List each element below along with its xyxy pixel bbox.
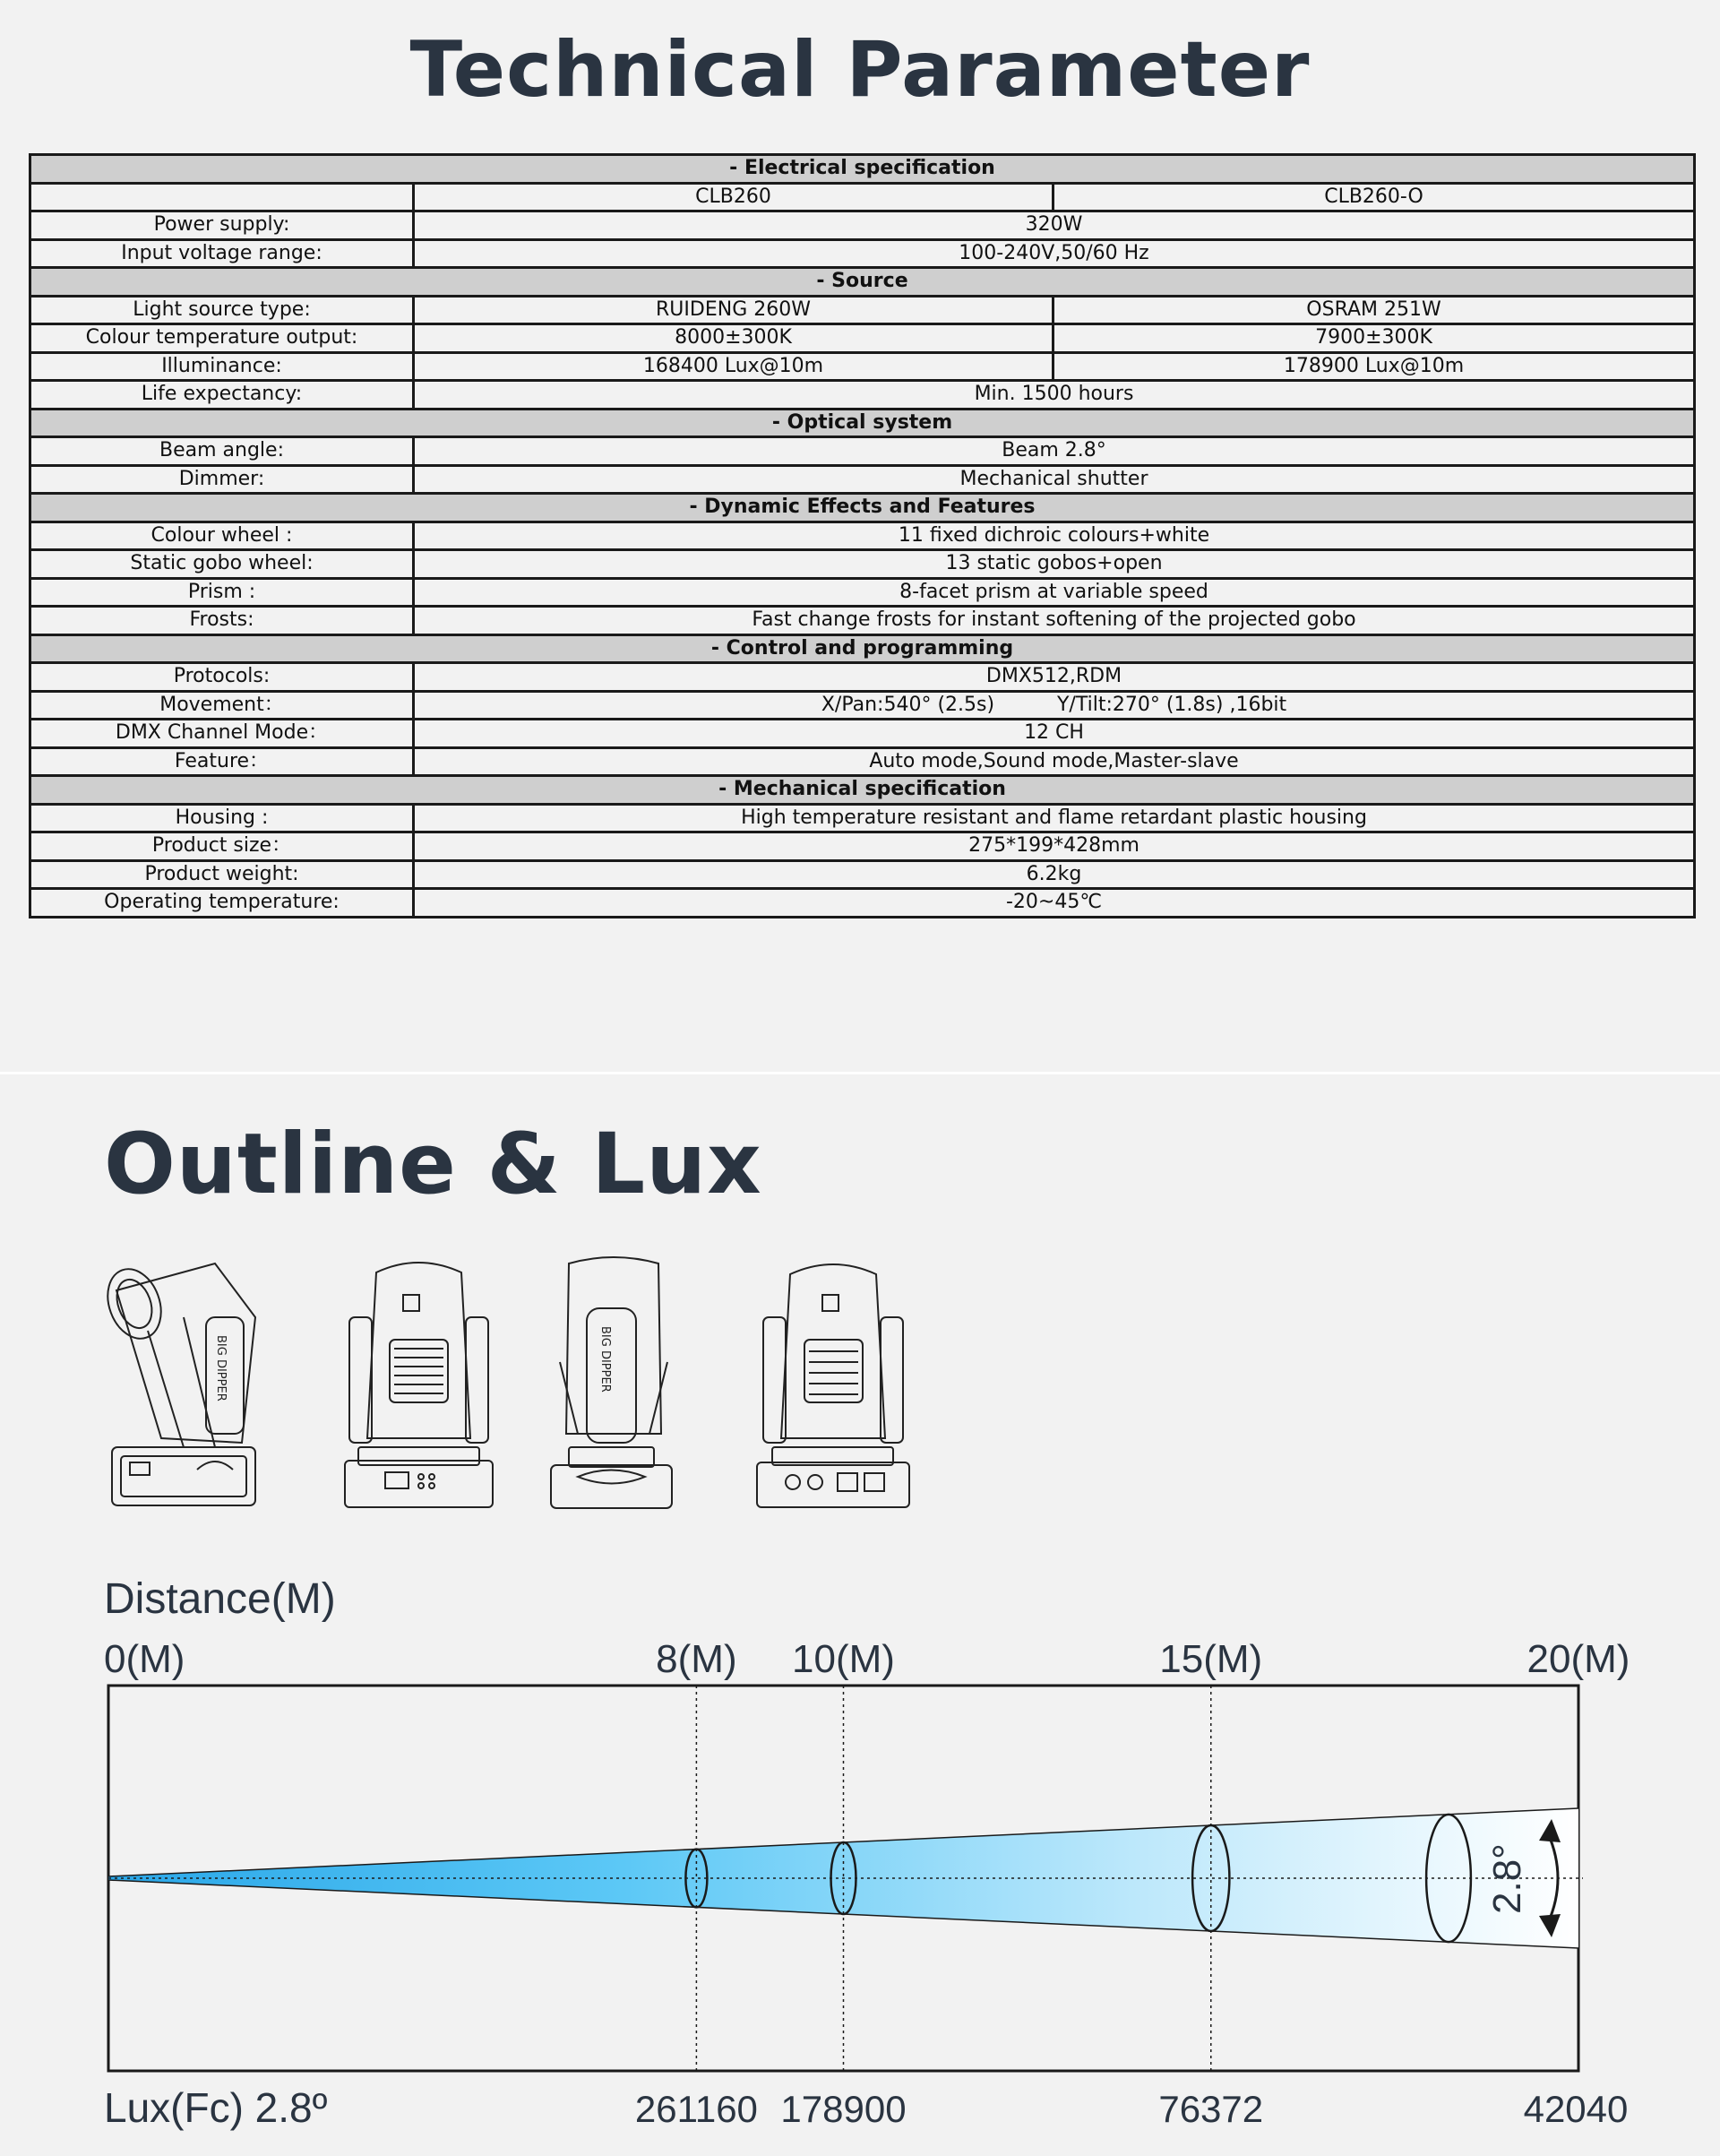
section-divider bbox=[0, 1072, 1720, 1074]
beam-angle-label: 2.8° bbox=[1485, 1843, 1529, 1914]
section-header: - Mechanical specification bbox=[30, 776, 1695, 805]
row-value: X/Pan:540° (2.5s) Y/Tilt:270° (1.8s) ,16bit bbox=[414, 691, 1695, 720]
row-label: DMX Channel Mode： bbox=[30, 720, 414, 748]
row-label: Frosts: bbox=[30, 607, 414, 635]
model-a: CLB260 bbox=[414, 183, 1054, 211]
fixture-front-view-icon bbox=[345, 1263, 493, 1507]
section-header: - Optical system bbox=[30, 409, 1695, 437]
row-label: Static gobo wheel: bbox=[30, 550, 414, 579]
row-value: Auto mode,Sound mode,Master-slave bbox=[414, 747, 1695, 776]
row-label: Colour wheel : bbox=[30, 522, 414, 550]
distance-tick-label: 8(M) bbox=[656, 1637, 737, 1681]
table-row bbox=[30, 296, 1695, 324]
distance-tick-label: 10(M) bbox=[792, 1637, 895, 1681]
row-value-a: RUIDENG 260W bbox=[414, 296, 1054, 324]
table-row bbox=[30, 352, 1695, 381]
row-label: Movement： bbox=[30, 691, 414, 720]
outline-title: Outline & Lux bbox=[104, 1116, 762, 1213]
row-label: Colour temperature output: bbox=[30, 324, 414, 353]
lux-chart bbox=[0, 1559, 1720, 2156]
page-title: Technical Parameter bbox=[409, 25, 1311, 115]
fixture-drawings bbox=[99, 1255, 923, 1514]
row-value: 12 CH bbox=[414, 720, 1695, 748]
row-label: Dimmer: bbox=[30, 465, 414, 494]
table-row bbox=[30, 747, 1695, 776]
section-header: - Control and programming bbox=[30, 634, 1695, 663]
table-row bbox=[30, 578, 1695, 607]
row-label: Illuminance: bbox=[30, 352, 414, 381]
row-value: Min. 1500 hours bbox=[414, 381, 1695, 410]
row-value: 275*199*428mm bbox=[414, 832, 1695, 861]
section-header-dynamic bbox=[30, 494, 1695, 522]
table-row bbox=[30, 239, 1695, 268]
table-row bbox=[30, 720, 1695, 748]
row-value-a: 8000±300K bbox=[414, 324, 1054, 353]
table-row bbox=[30, 437, 1695, 466]
fixture-logo-text: BIG DIPPER bbox=[214, 1335, 228, 1401]
chart-title: Distance(M) bbox=[104, 1575, 336, 1623]
lux-value-label: 261160 bbox=[634, 2088, 758, 2130]
table-row bbox=[30, 860, 1695, 889]
row-label: Operating temperature: bbox=[30, 889, 414, 918]
lux-label: Lux(Fc) 2.8º bbox=[104, 2084, 328, 2131]
table-row bbox=[30, 663, 1695, 692]
table-row bbox=[30, 465, 1695, 494]
row-value: -20~45℃ bbox=[414, 889, 1695, 918]
table-row bbox=[30, 832, 1695, 861]
row-label: Product size： bbox=[30, 832, 414, 861]
fixture-angled-view-icon bbox=[99, 1262, 255, 1505]
lux-value-label: 178900 bbox=[780, 2088, 907, 2130]
row-value: Mechanical shutter bbox=[414, 465, 1695, 494]
row-value: DMX512,RDM bbox=[414, 663, 1695, 692]
table-row bbox=[30, 804, 1695, 832]
lux-value-label: 76372 bbox=[1158, 2088, 1264, 2130]
section-header-control bbox=[30, 634, 1695, 663]
row-label: Product weight: bbox=[30, 860, 414, 889]
row-value-a: 168400 Lux@10m bbox=[414, 352, 1054, 381]
row-label: Light source type: bbox=[30, 296, 414, 324]
row-value-b: 7900±300K bbox=[1054, 324, 1695, 353]
table-row bbox=[30, 381, 1695, 410]
section-header-optical bbox=[30, 409, 1695, 437]
row-label: Feature： bbox=[30, 747, 414, 776]
section-header-electrical bbox=[30, 155, 1695, 184]
row-label: Beam angle: bbox=[30, 437, 414, 466]
table-row bbox=[30, 522, 1695, 550]
lux-value-labels bbox=[635, 2088, 1629, 2130]
row-value-b: OSRAM 251W bbox=[1054, 296, 1695, 324]
distance-tick-labels bbox=[104, 1637, 1630, 1681]
row-value: 100-240V,50/60 Hz bbox=[414, 239, 1695, 268]
row-label bbox=[30, 183, 414, 211]
lux-value-label: 42040 bbox=[1523, 2088, 1629, 2130]
fixture-rear-view-icon bbox=[757, 1264, 909, 1507]
row-value: High temperature resistant and flame retardant plastic housing bbox=[414, 804, 1695, 832]
row-value: 13 static gobos+open bbox=[414, 550, 1695, 579]
section-header: - Source bbox=[30, 268, 1695, 297]
row-label: Housing : bbox=[30, 804, 414, 832]
table-row bbox=[30, 183, 1695, 211]
model-b: CLB260-O bbox=[1054, 183, 1695, 211]
row-value: 8-facet prism at variable speed bbox=[414, 578, 1695, 607]
row-value: 11 fixed dichroic colours+white bbox=[414, 522, 1695, 550]
table-row bbox=[30, 324, 1695, 353]
row-label: Prism : bbox=[30, 578, 414, 607]
row-label: Life expectancy: bbox=[30, 381, 414, 410]
distance-tick-label: 15(M) bbox=[1159, 1637, 1263, 1681]
row-value: 320W bbox=[414, 211, 1695, 240]
table-row bbox=[30, 211, 1695, 240]
row-value: 6.2kg bbox=[414, 860, 1695, 889]
table-row bbox=[30, 691, 1695, 720]
section-header: - Electrical specification bbox=[30, 155, 1695, 184]
row-label: Protocols: bbox=[30, 663, 414, 692]
spec-table bbox=[29, 153, 1696, 918]
section-header-source bbox=[30, 268, 1695, 297]
row-value: Beam 2.8° bbox=[414, 437, 1695, 466]
section-header: - Dynamic Effects and Features bbox=[30, 494, 1695, 522]
row-label: Input voltage range: bbox=[30, 239, 414, 268]
fixture-side-view-icon bbox=[551, 1257, 672, 1508]
row-value-b: 178900 Lux@10m bbox=[1054, 352, 1695, 381]
table-row bbox=[30, 607, 1695, 635]
section-header-mechanical bbox=[30, 776, 1695, 805]
table-row bbox=[30, 889, 1695, 918]
distance-tick-label: 0(M) bbox=[104, 1637, 185, 1681]
row-value: Fast change frosts for instant softening of the projected gobo bbox=[414, 607, 1695, 635]
distance-tick-label: 20(M) bbox=[1526, 1637, 1630, 1681]
fixture-logo-text: BIG DIPPER bbox=[598, 1326, 612, 1393]
row-label: Power supply: bbox=[30, 211, 414, 240]
table-row bbox=[30, 550, 1695, 579]
